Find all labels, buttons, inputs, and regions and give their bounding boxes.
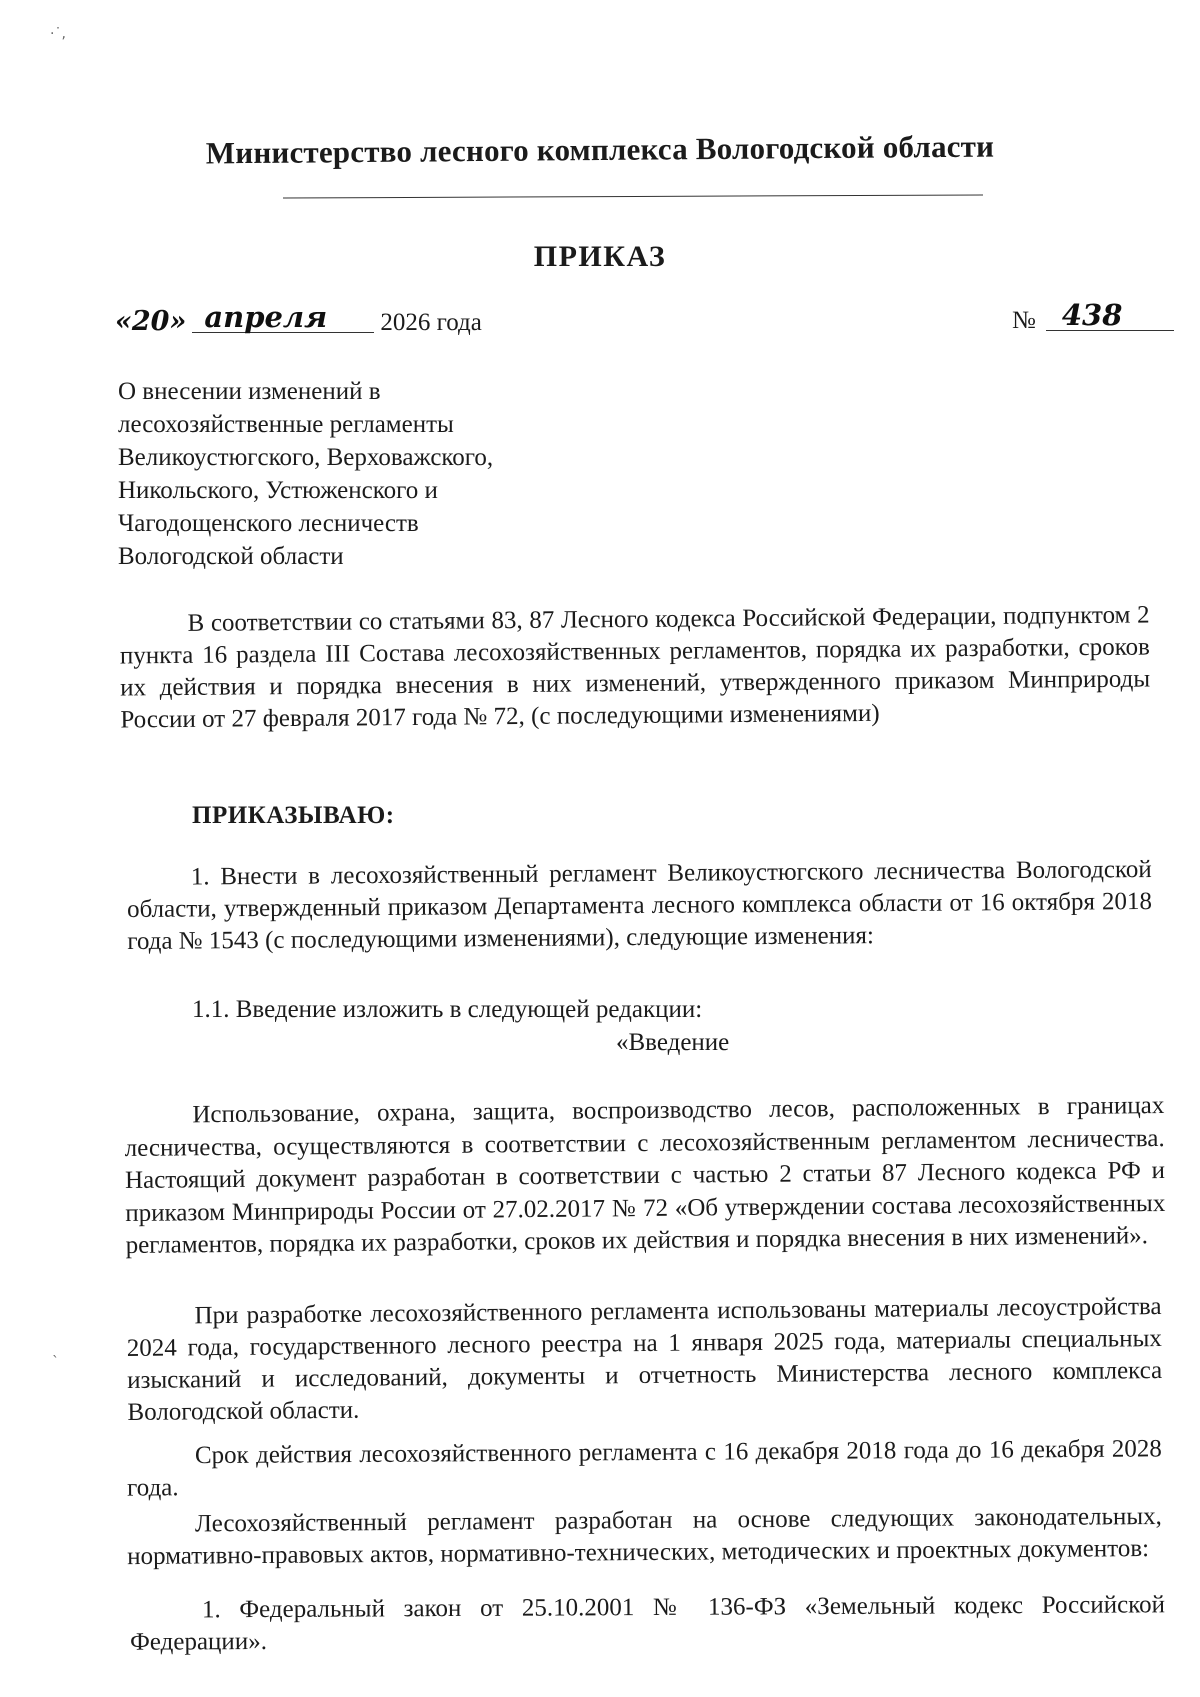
scan-speck-mark: ·˙, <box>50 26 66 42</box>
order-subject <box>118 375 493 573</box>
paragraph-basis-documents: Лесохозяйственный регламент разработан на основе следующих законодательных, нормативно-правовых актов, нормативно-технических, методических и проектных документов: <box>127 1502 1162 1571</box>
order-date <box>115 302 482 337</box>
ministry-name: Министерство лесного комплекса Вологодской области <box>205 128 995 171</box>
paragraph-law-1: 1. Федеральный закон от 25.10.2001 № 136-ФЗ «Земельный кодекс Российской Федерации». <box>130 1591 1165 1656</box>
order-subitem-1-1: 1.1. Введение изложить в следующей редакции: <box>192 996 703 1023</box>
paragraph-validity-term: Срок действия лесохозяйственного регламента с 16 декабря 2018 года до 16 декабря 2028 года. <box>127 1435 1162 1502</box>
order-year: 2026 года <box>380 309 482 336</box>
handwritten-number: 438 <box>1046 300 1174 331</box>
subject-line: Великоустюгского, Верховажского, <box>118 444 494 471</box>
order-number <box>1012 300 1174 335</box>
order-item-1: 1. Внести в лесохозяйственный регламент Великоустюгского лесничества Вологодской области, утвержденный приказом Департамента лесного комплекса области от 16 октября 2018 года № 1543 (с последующими изменениями), следующие изменения: <box>126 855 1153 956</box>
subject-line: Вологодской области <box>118 543 344 570</box>
subject-line: лесохозяйственные регламенты <box>118 411 454 438</box>
introduction-title: «Введение <box>616 1029 730 1056</box>
subject-line: Чагодощенского лесничеств <box>118 510 419 537</box>
orders-heading: ПРИКАЗЫВАЮ: <box>192 802 395 829</box>
header-divider <box>283 194 983 198</box>
handwritten-month: апреля <box>192 302 374 333</box>
number-sign: № <box>1012 307 1036 334</box>
paragraph-materials: При разработке лесохозяйственного регламента использованы материалы лесоустройства 2024 года, государственного лесного реестра на 1 января 2025 года, материалы специальных изысканий и исследований, документы и отчетность Министерства лесного комплекса Вологодской области. <box>126 1293 1163 1426</box>
scan-speck-mark: ˎ <box>52 1342 59 1358</box>
subject-line: Никольского, Устюженского и <box>118 477 438 504</box>
paragraph-forest-use: Использование, охрана, защита, воспроизводство лесов, расположенных в границах лесничества, осуществляются в соответствии с лесохозяйственным регламентом лесничества. Настоящий документ разработан в соответствии с частью 2 статьи 87 Лесного кодекса РФ и приказом Минприроды России от 27.02.2017 № 72 «Об утверждении состава лесохозяйственных регламентов, порядка их разработки, сроков их действия и порядка внесения в них изменений». <box>124 1092 1166 1259</box>
handwritten-day: «20» <box>115 306 187 337</box>
document-type-title: ПРИКАЗ <box>533 240 667 273</box>
legal-basis-paragraph: В соответствии со статьями 83, 87 Лесного кодекса Российской Федерации, подпунктом 2 пункта 16 раздела III Состава лесохозяйственных регламентов, порядка их разработки, сроков их действия и порядка внесения в них изменений, утвержденного приказом Минприроды России от 27 февраля 2017 года № 72, (с последующими изменениями) <box>119 601 1151 734</box>
subject-line: О внесении изменений в <box>118 378 381 405</box>
